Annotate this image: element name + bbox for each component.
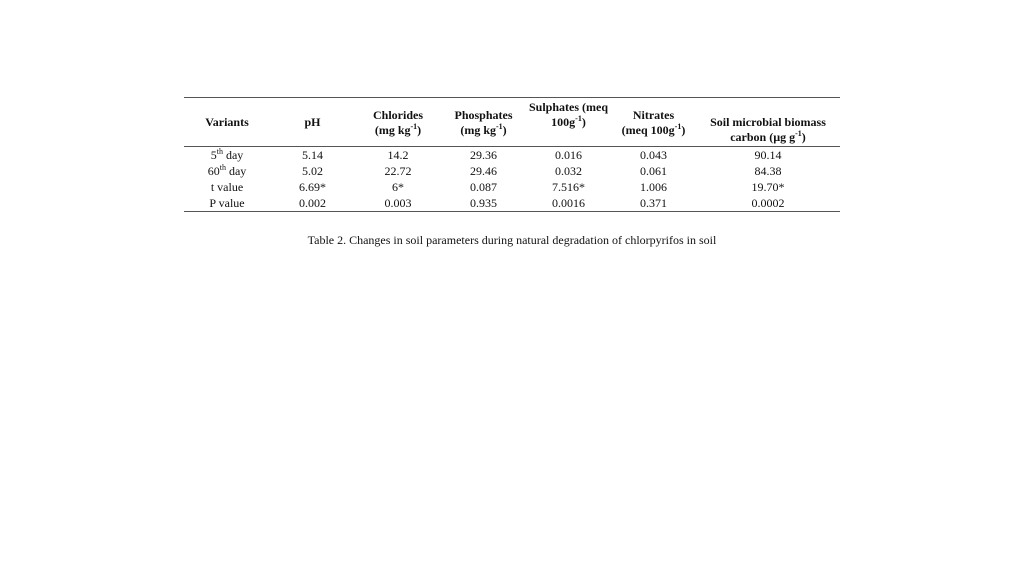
table-body: [184, 147, 840, 212]
soil-parameters-table: [184, 97, 840, 212]
header-nitrates: Nitrates (meq $100g^{-1}$): [621, 107, 686, 137]
soil-parameters-table-wrapper: [184, 97, 840, 212]
cell-phosphates: 0.935: [470, 196, 497, 210]
cell-variant: t value: [210, 180, 244, 194]
header-ph: pH: [304, 115, 321, 129]
header-variants: Variants: [205, 115, 249, 129]
cell-sulphates: 0.016: [555, 148, 582, 162]
cell-biomass: 90.14: [754, 148, 782, 162]
cell-ph: 5.14: [302, 148, 323, 162]
cell-chlorides: 0.003: [384, 196, 412, 210]
cell-biomass: 0.0002: [751, 196, 785, 210]
header-soil-microbial-biomass: Soil microbial biomass carbon (µg $g^{-1}$): [710, 115, 826, 144]
cell-variant: P value: [209, 196, 245, 210]
header-sulphates: Sulphates (meq $100g^{-1}$): [528, 100, 608, 129]
cell-biomass: 19.70*: [751, 180, 785, 194]
cell-sulphates: 7.516*: [552, 180, 585, 194]
cell-nitrates: 0.043: [640, 148, 667, 162]
cell-sulphates: 0.0016: [552, 196, 585, 210]
cell-chlorides: 6*: [392, 180, 404, 194]
cell-ph: 0.002: [299, 196, 326, 210]
table-header: [184, 98, 840, 147]
table-row: [184, 195, 840, 212]
header-phosphates: Phosphates (mg $kg^{-1}$): [454, 107, 513, 137]
table-caption: Table 2. Changes in soil parameters during natural degradation of chlorpyrifos in soil: [307, 233, 717, 247]
table-row: [184, 147, 840, 164]
cell-variant: 60th day: [207, 163, 247, 178]
cell-phosphates: 29.46: [470, 164, 497, 178]
header-chlorides: Chlorides (mg $kg^{-1}$): [372, 107, 423, 137]
cell-ph: 6.69*: [299, 180, 326, 194]
cell-chlorides: 14.2: [387, 148, 409, 162]
cell-nitrates: 0.371: [640, 196, 667, 210]
cell-ph: 5.02: [302, 164, 323, 178]
cell-sulphates: 0.032: [555, 164, 582, 178]
cell-variant: 5th day: [210, 147, 244, 162]
cell-phosphates: 0.087: [470, 180, 497, 194]
table-row: [184, 179, 840, 195]
cell-chlorides: 22.72: [384, 164, 412, 178]
cell-phosphates: 29.36: [470, 148, 497, 162]
table-row: [184, 163, 840, 179]
cell-nitrates: 0.061: [640, 164, 667, 178]
cell-biomass: 84.38: [754, 164, 782, 178]
header-row: [184, 98, 840, 147]
cell-nitrates: 1.006: [640, 180, 667, 194]
